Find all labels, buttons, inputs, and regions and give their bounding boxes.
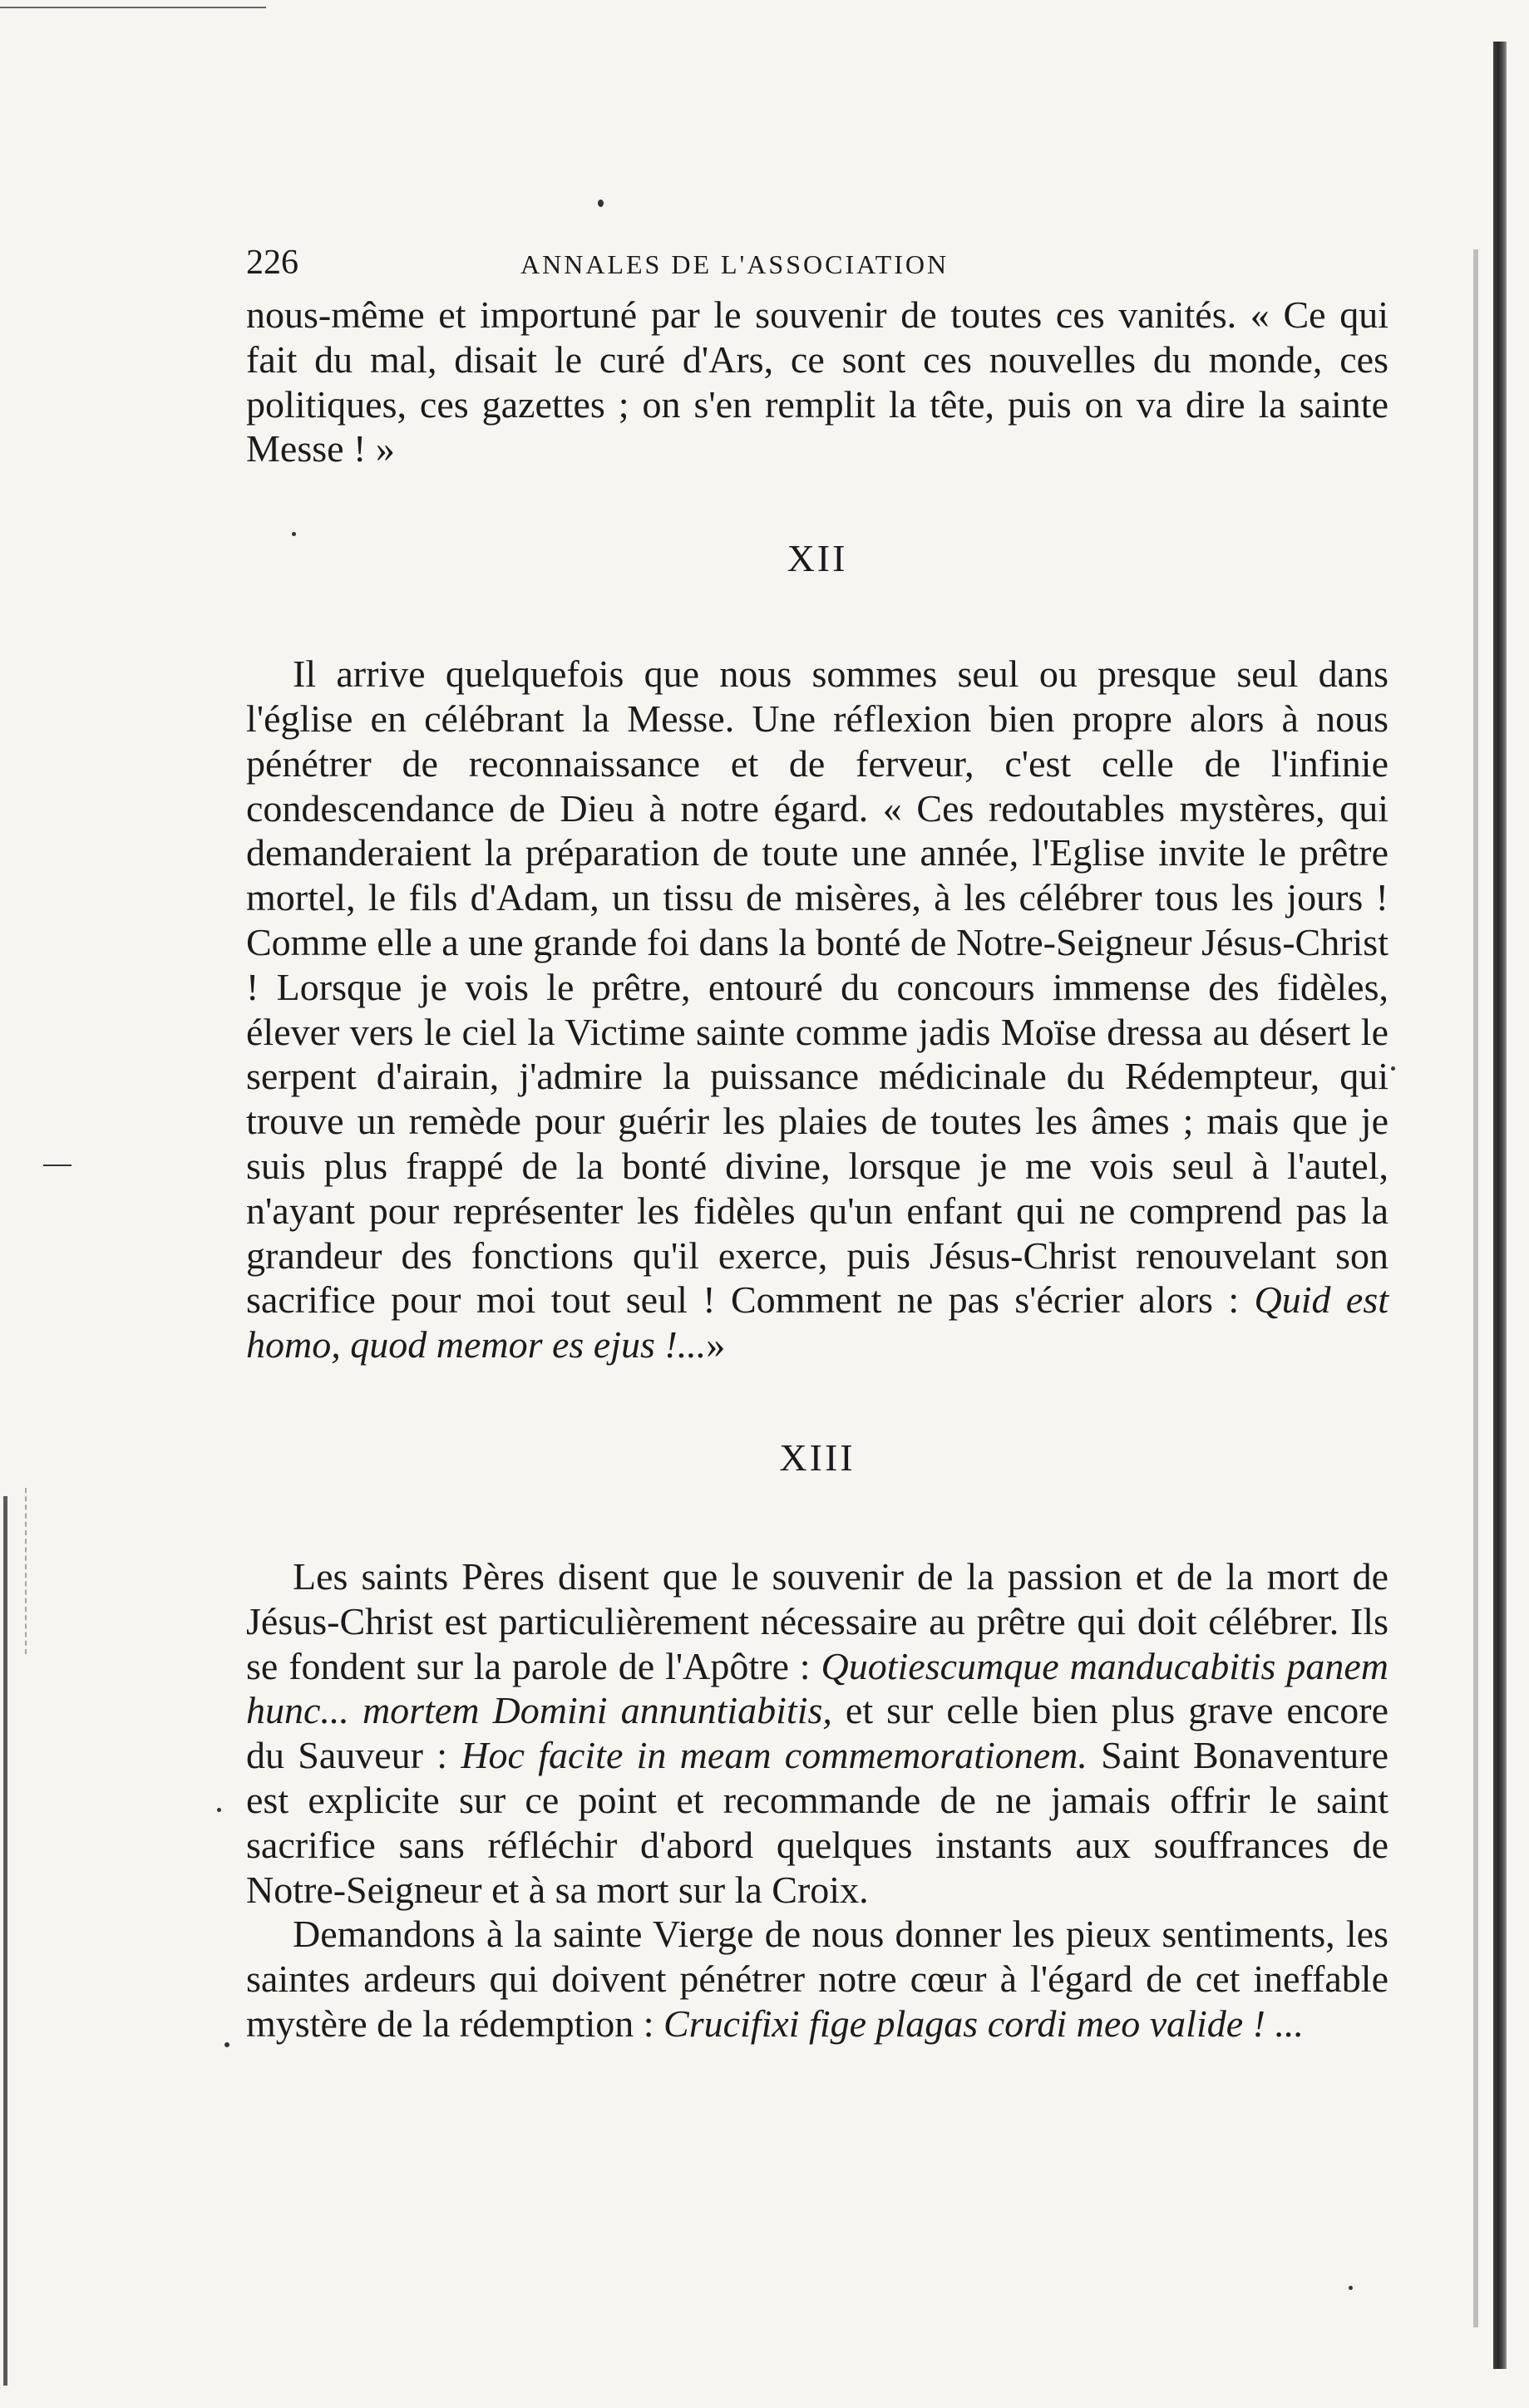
ink-speck (224, 2042, 229, 2047)
paragraph-xiii-a-text-1: Les saints Pères disent que le souvenir de la passion et de la mort de Jésus-Christ est particulièrement nécessaire au prêtre qui doit célébrer. Ils se fondent sur la parole de l'Apôtre : (246, 1554, 1388, 1687)
ink-speck (1391, 1066, 1395, 1071)
paragraph-xii (246, 652, 1388, 1367)
margin-dash-mark (43, 1165, 72, 1166)
section-heading-xii: XII (787, 537, 848, 580)
paragraph-xiii-b (246, 1912, 1388, 2046)
paragraph-xiii-a-text-3: Saint Bonaventure est explicite sur ce point et recommande de ne jamais offrir le saint sacrifice sans réfléchir d'abord quelques instants aux souffrances de Notre-Seigneur et à sa mort sur la Croix. (246, 1734, 1389, 1911)
paragraph-continued: nous-même et importuné par le souvenir de toutes ces vanités. « Ce qui fait du mal, disait le curé d'Ars, ce sont ces nouvelles du monde, ces politiques, ces gazettes ; on s'en remplit la tête, puis on va dire la sainte Messe ! » (246, 293, 1388, 470)
scan-right-edge (1493, 42, 1507, 2369)
scan-left-edge (3, 1496, 7, 2386)
book-page (246, 243, 1388, 2046)
page-header (246, 243, 1388, 293)
ink-speck (217, 1808, 221, 1812)
latin-quote-quotiescumque: Quotiescumque manducabitis panem hunc... mortem Domini annuntiabitis, (246, 1644, 1389, 1732)
latin-quote-quid-est-homo: Quid est homo, quod memor es ejus !... (246, 1278, 1389, 1367)
ink-speck (1349, 2286, 1353, 2290)
scan-right-shadow (1473, 249, 1478, 2327)
ink-speck (598, 199, 604, 207)
section-heading-xiii: XIII (779, 1435, 856, 1479)
paragraph-xiii-a (246, 1554, 1388, 1912)
running-title: ANNALES DE L'ASSOCIATION (520, 249, 949, 279)
latin-quote-crucifixi: Crucifixi fige plagas cordi meo valide ! ... (663, 2002, 1304, 2045)
scan-top-rule (0, 7, 266, 8)
paragraph-xii-text: Il arrive quelquefois que nous sommes seul ou presque seul dans l'église en célébrant la Messe. Une réflexion bien propre alors à nous pénétrer de reconnaissance et de ferveur, c'est celle de l'infinie condescendance de Dieu à notre égard. « Ces redoutables mystères, qui demanderaient la préparation de toute une année, l'Eglise invite le prêtre mortel, le fils d'Adam, un tissu de misères, à les célébrer tous les jours ! Comme elle a une grande foi dans la bonté de Notre-Seigneur Jésus-Christ ! Lorsque je vois le prêtre, entouré du concours immense des fidèles, élever vers le ciel la Victime sainte comme jadis Moïse dressa au désert le serpent d'airain, j'admire la puissance médicinale du Rédempteur, qui trouve un remède pour guérir les plaies de toutes les âmes ; mais que je suis plus frappé de la bonté divine, lorsque je me vois seul à l'autel, n'ayant pour représenter les fidèles qu'un enfant qui ne comprend pas la grandeur des fonctions qu'il exerce, puis Jésus-Christ renouvelant son sacrifice pour moi tout seul ! Comment ne pas s'écrier alors : (246, 652, 1388, 1322)
paragraph-xiii-a-text-2: et sur celle bien plus grave encore du Sauveur : (246, 1689, 1388, 1777)
paragraph-xiii-b-text: Demandons à la sainte Vierge de nous donner les pieux sentiments, les saintes ardeurs qui doivent pénétrer notre cœur à l'égard de cet ineffable mystère de la rédemption : (246, 1913, 1388, 2045)
latin-quote-hoc-facite: Hoc facite in meam commemorationem. (461, 1734, 1088, 1777)
page-number: 226 (246, 244, 298, 282)
closing-quote: » (706, 1323, 726, 1367)
scan-left-dashes (25, 1488, 28, 1654)
